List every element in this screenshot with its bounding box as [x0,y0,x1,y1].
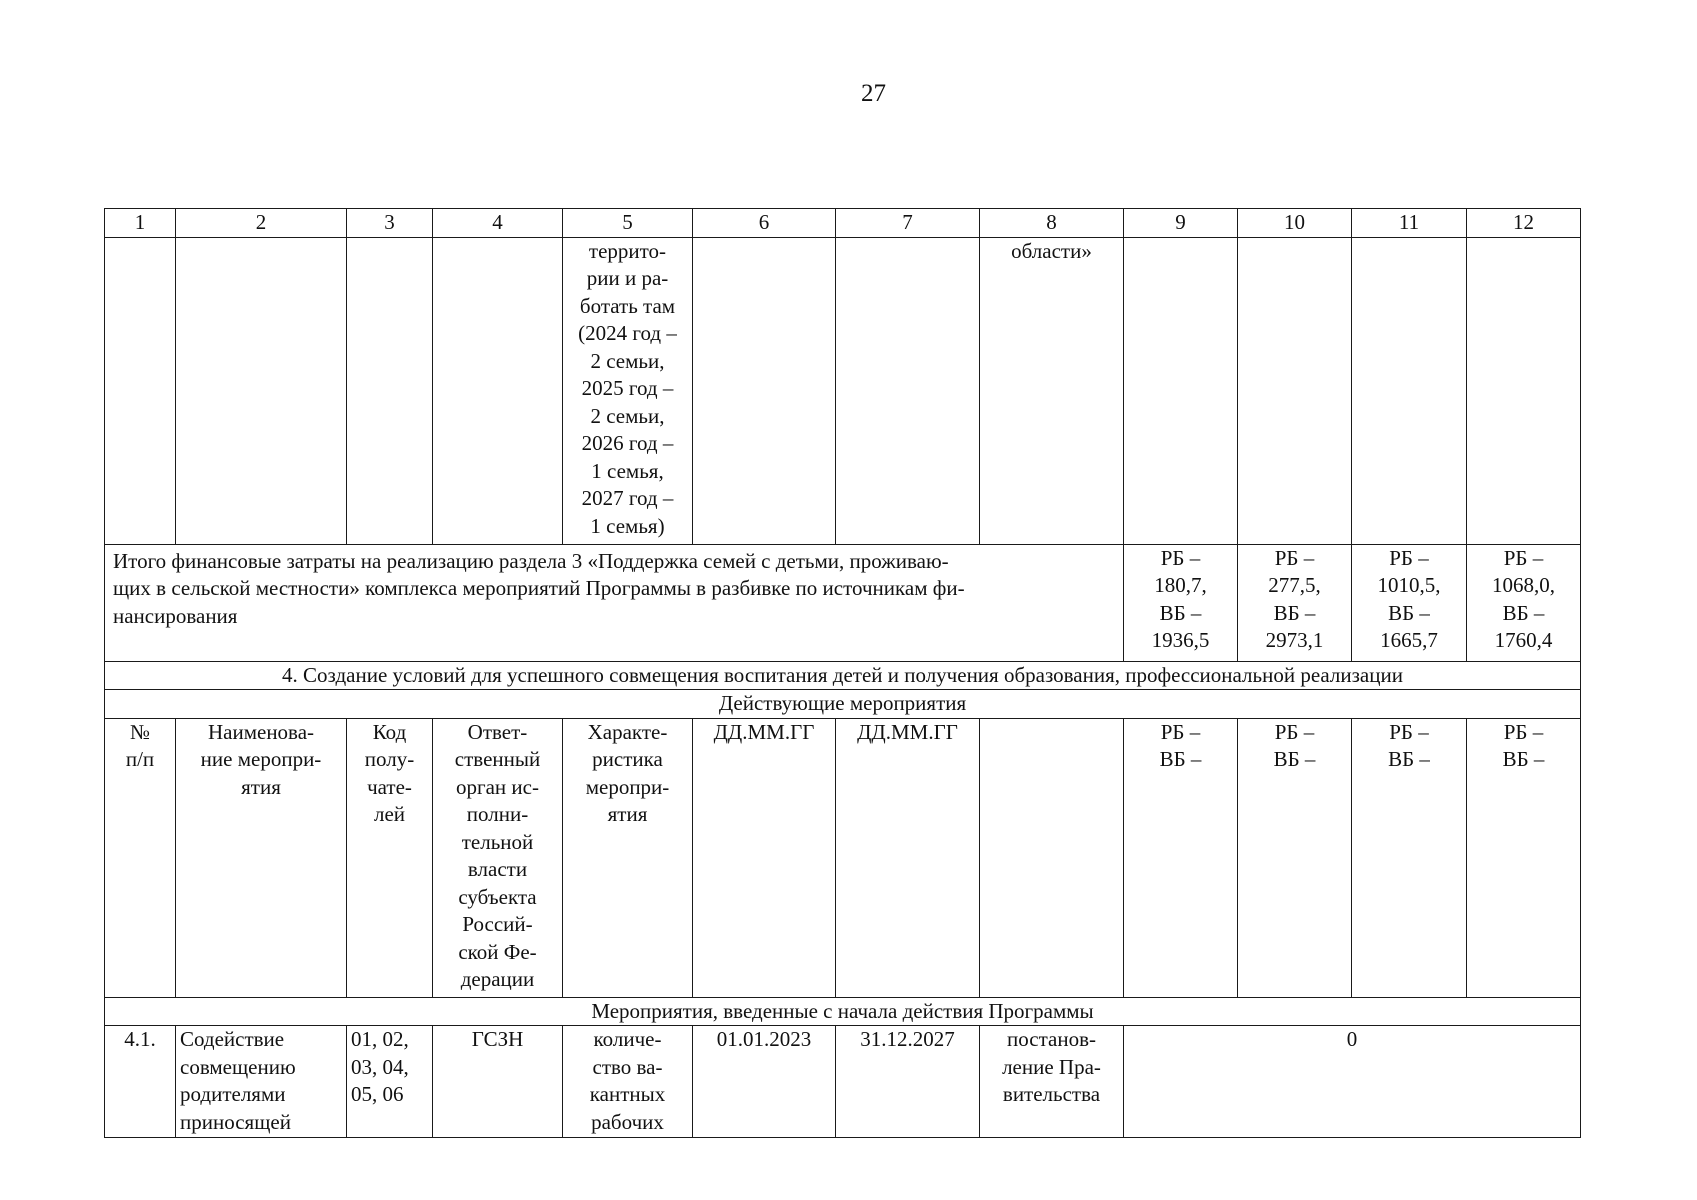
column-number: 7 [836,209,980,238]
empty-cell [433,237,563,544]
funding-2024-cell: РБ – 180,7, ВБ – 1936,5 [1124,544,1238,661]
template-header-row [105,718,1581,997]
column-number: 8 [980,209,1124,238]
new-measures-title: Мероприятия, введенные с начала действия Программы [105,997,1581,1026]
section-total-row [105,544,1581,661]
item-number-cell: 4.1. [105,1026,176,1138]
column-number-row [105,209,1581,238]
legal-basis-header [980,718,1124,997]
empty-cell [176,237,347,544]
column-number: 12 [1467,209,1581,238]
measures-table [104,208,1581,1138]
recipient-code-cell: 01, 02, 03, 04, 05, 06 [347,1026,433,1138]
measure-name-cell: Содействие совмещению родителями приносящей [176,1026,347,1138]
start-date-header: ДД.ММ.ГГ [693,718,836,997]
column-number: 5 [563,209,693,238]
funding-2027-cell: РБ – 1068,0, ВБ – 1760,4 [1467,544,1581,661]
column-number: 6 [693,209,836,238]
column-number: 3 [347,209,433,238]
end-date-cell: 31.12.2027 [836,1026,980,1138]
page-number: 27 [861,80,886,107]
measure-characteristic-cell: количе- ство ва- кантных рабочих [563,1026,693,1138]
empty-cell [693,237,836,544]
column-number: 2 [176,209,347,238]
continuation-row [105,237,1581,544]
column-number: 11 [1352,209,1467,238]
legal-basis-cell: постанов- ление Пра- вительства [980,1026,1124,1138]
new-measures-row [105,997,1581,1026]
start-date-cell: 01.01.2023 [693,1026,836,1138]
funding-2026-header: РБ – ВБ – [1352,718,1467,997]
empty-cell [347,237,433,544]
measure-characteristic-header: Характе- ристика меропри- ятия [563,718,693,997]
funding-merged-cell: 0 [1124,1026,1581,1138]
column-number: 4 [433,209,563,238]
funding-2025-header: РБ – ВБ – [1238,718,1352,997]
current-measures-row [105,690,1581,719]
empty-cell [105,237,176,544]
empty-cell [1352,237,1467,544]
responsible-body-cell: ГСЗН [433,1026,563,1138]
section-title: 4. Создание условий для успешного совмещения воспитания детей и получения образования, профессиональной реализации [105,661,1581,690]
section-title-row [105,661,1581,690]
item-number-header: № п/п [105,718,176,997]
responsible-body-header: Ответ- ственный орган ис- полни- тельной власти субъекта Россий- ской Фе- дерации [433,718,563,997]
column-number: 9 [1124,209,1238,238]
recipient-code-header: Код полу- чате- лей [347,718,433,997]
empty-cell [836,237,980,544]
column-number: 1 [105,209,176,238]
empty-cell [1467,237,1581,544]
end-date-header: ДД.ММ.ГГ [836,718,980,997]
section-total-text: Итого финансовые затраты на реализацию раздела 3 «Поддержка семей с детьми, проживаю- щих в сельской местности» комплекса мероприятий Программы в разбивке по источникам фи- нансирования [105,544,1124,661]
legal-basis-cell: области» [980,237,1124,544]
funding-2026-cell: РБ – 1010,5, ВБ – 1665,7 [1352,544,1467,661]
measure-name-header: Наименова- ние меропри- ятия [176,718,347,997]
table-row [105,1026,1581,1138]
funding-2025-cell: РБ – 277,5, ВБ – 2973,1 [1238,544,1352,661]
empty-cell [1238,237,1352,544]
funding-2024-header: РБ – ВБ – [1124,718,1238,997]
funding-2027-header: РБ – ВБ – [1467,718,1581,997]
measure-characteristic-cell: террито- рии и ра- ботать там (2024 год – 2 семьи, 2025 год – 2 семьи, 2026 год – 1 семья, 2027 год – 1 семья) [563,237,693,544]
column-number: 10 [1238,209,1352,238]
empty-cell [1124,237,1238,544]
current-measures-title: Действующие мероприятия [105,690,1581,719]
